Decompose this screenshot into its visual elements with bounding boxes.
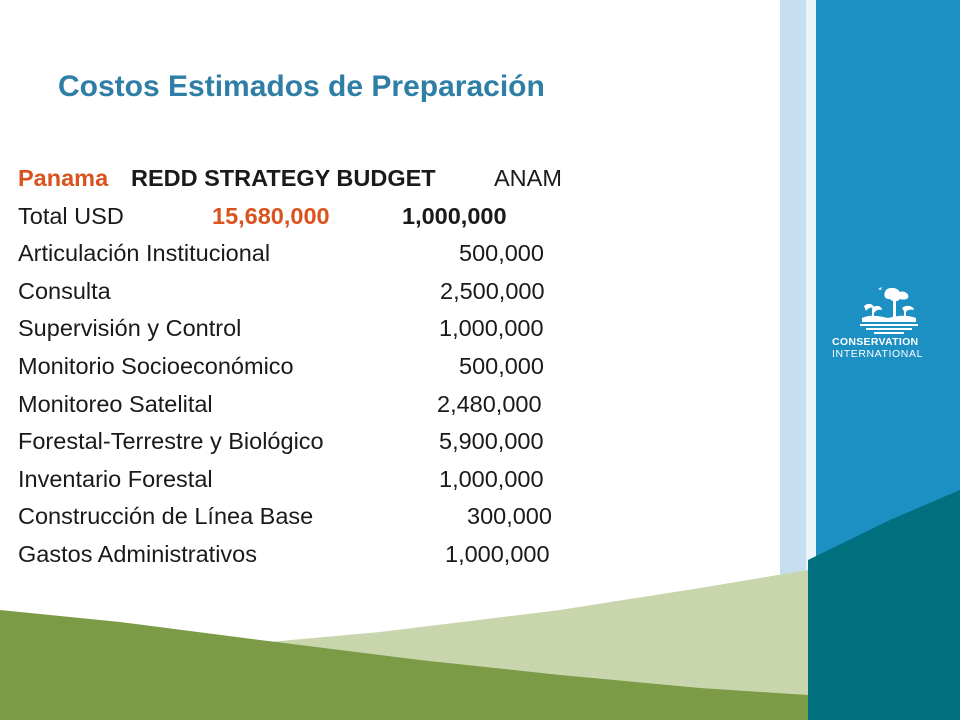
total-label: Total USD [18, 202, 124, 229]
budget-line-item [18, 423, 618, 461]
total-row [18, 198, 618, 236]
budget-line-item [18, 310, 618, 348]
budget-line-item [18, 461, 618, 499]
item-amount: 1,000,000 [439, 465, 544, 492]
slide-title: Costos Estimados de Preparación [58, 70, 545, 103]
item-label: Forestal-Terrestre y Biológico [18, 428, 324, 455]
budget-title: REDD STRATEGY BUDGET [131, 165, 436, 191]
item-label: Monitorio Socioeconómico [18, 352, 294, 379]
country-label: Panama [18, 165, 109, 191]
item-amount: 5,900,000 [439, 428, 544, 455]
item-amount: 500,000 [459, 240, 544, 267]
total-amount: 15,680,000 [212, 202, 330, 229]
item-label: Monitoreo Satelital [18, 390, 213, 417]
bottom-teal-band [808, 490, 960, 720]
item-label: Inventario Forestal [18, 465, 213, 492]
budget-table [18, 160, 618, 574]
logo-text-line2: INTERNATIONAL [832, 348, 924, 360]
conservation-international-logo [832, 284, 944, 360]
budget-line-item [18, 235, 618, 273]
budget-line-item [18, 348, 618, 386]
item-label: Gastos Administrativos [18, 540, 258, 567]
item-label: Construcción de Línea Base [18, 503, 314, 530]
item-amount: 300,000 [467, 503, 552, 530]
item-amount: 2,480,000 [437, 390, 542, 417]
item-amount: 500,000 [459, 352, 544, 379]
item-label: Consulta [18, 277, 111, 304]
agency-total-amount: 1,000,000 [402, 202, 507, 229]
item-amount: 1,000,000 [445, 540, 550, 567]
budget-line-item [18, 273, 618, 311]
logo-text-line1: CONSERVATION [832, 336, 919, 348]
agency-label: ANAM [494, 165, 562, 191]
budget-line-item [18, 386, 618, 424]
item-amount: 1,000,000 [439, 315, 544, 342]
budget-line-item [18, 536, 618, 574]
tropical-island-logo-icon [856, 284, 920, 334]
budget-line-item [18, 498, 618, 536]
item-label: Supervisión y Control [18, 315, 242, 342]
budget-header-row [18, 160, 618, 198]
item-label: Articulación Institucional [18, 240, 271, 267]
item-amount: 2,500,000 [440, 277, 545, 304]
